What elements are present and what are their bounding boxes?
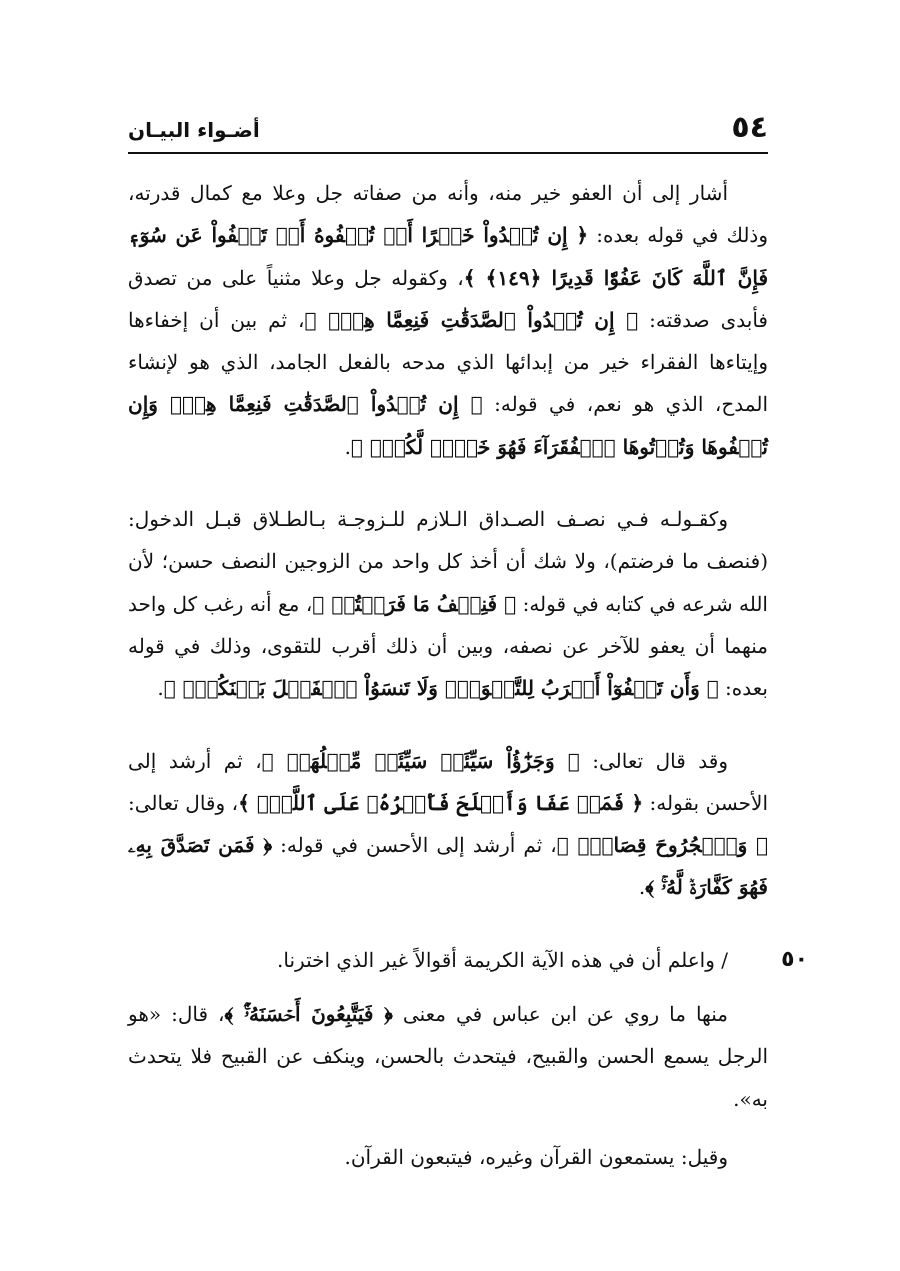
text-segment: .	[344, 434, 351, 459]
paragraph-2	[128, 498, 768, 709]
text-segment: / واعلم أن في هذه الآية الكريمة أقوالاً غير الذي اخترنا.	[277, 947, 728, 972]
main-text	[128, 172, 808, 1178]
header-rule	[128, 152, 768, 154]
text-segment: ، قال: «هو الرجل يسمع الحسن والقبيح، فيتحدث بالحسن، وينكف عن القبيح فلا يتحدث به».	[128, 1002, 768, 1111]
paragraph-5	[128, 993, 768, 1120]
quran-verse: ﴿ إِن تُبۡدُواْ خَيۡرًا أَوۡ تُخۡفُوهُ أَوۡ تَعۡفُواْ عَن سُوٓءٖ فَإِنَّ ٱللَّهَ كَانَ عَفُوّٗا قَدِيرًا ﴿١٤٩﴾ ﴾	[128, 223, 768, 290]
text-segment: ، ثم بين أن إخفاءها وإيتاءها الفقراء خير من إبدائها الذي مدحه بالفعل الجامد، الذي هو لإنشاء المدح، الذي هو نعم، في قوله:	[128, 307, 768, 417]
quran-verse: ﴿ وَٱلۡجُرُوحَ قِصَاصٞۚ ﴾	[556, 833, 768, 858]
text-segment: ، مع أنه رغب كل واحد منهما أن يعفو للآخر عن نصفه، وبين أن ذلك أقرب للتقوى، وذلك في قوله بعده:	[128, 591, 768, 701]
text-segment: ، ثم أرشد إلى الأحسن في قوله:	[272, 833, 557, 858]
quran-verse: ﴿ إِن تُبۡدُواْ ٱلصَّدَقَٰتِ فَنِعِمَّا هِيَۖ ﴾	[304, 307, 639, 332]
text-segment: ، ثم أرشد إلى الأحسن بقوله:	[128, 748, 769, 815]
text-segment: ، وقال تعالى:	[128, 790, 239, 815]
running-title: أضـواء البيـان	[128, 118, 260, 142]
quran-verse: ﴿ وَأَن تَعۡفُوٓاْ أَقۡرَبُ لِلتَّقۡوَىٰۚ وَلَا تَنسَوُاْ ٱلۡفَضۡلَ بَيۡنَكُمۡۚ ﴾	[163, 676, 719, 701]
paragraph-6	[128, 1136, 768, 1178]
quran-verse: ﴿ فَمَنۡ عَفَا وَأَصۡلَحَ فَأَجۡرُهُۥ عَلَى ٱللَّهِۚ ﴾	[238, 790, 644, 815]
paragraph-1	[128, 172, 768, 468]
margin-row	[128, 939, 808, 981]
text-segment: ، وكقوله جل وعلا مثنياً على من تصدق فأبدى صدقته:	[128, 265, 768, 332]
text-segment: منها ما روي عن ابن عباس في معنى	[392, 1002, 729, 1027]
quran-verse: ﴿ فَنِصۡفُ مَا فَرَضۡتُمۡ ﴾	[312, 591, 517, 616]
quran-verse: ﴿ وَجَزَٰٓؤُاْ سَيِّئَةٖ سَيِّئَةٞ مِّثۡلُهَاۖ ﴾	[261, 748, 580, 773]
text-segment: أشار إلى أن العفو خير منه، وأنه من صفاته جل وعلا مع كمال قدرته، وذلك في قوله بعده:	[128, 181, 768, 248]
paragraph-4	[128, 939, 768, 981]
page-number: ٥٤	[731, 110, 768, 145]
margin-page-marker: ٥٠	[781, 946, 808, 972]
page-header	[128, 108, 768, 152]
quran-verse: ﴿ إِن تُبۡدُواْ ٱلصَّدَقَٰتِ فَنِعِمَّا هِيَۖ وَإِن تُخۡفُوهَا وَتُؤۡتُوهَا ٱلۡفُقَرَآءَ فَهُوَ خَيۡرٞ لَّكُمۡۚ ﴾	[128, 392, 768, 459]
text-segment: .	[638, 875, 646, 900]
text-segment: وقيل: يستمعون القرآن وغيره، فيتبعون القرآن.	[344, 1144, 728, 1169]
text-segment: وكقـولـه فـي نصـف الصـداق الـلازم للـزوجـة بـالطـلاق قبـل الدخول: (فنصف ما فرضتم)، ولا شك أن أخذ كل واحد من الزوجين النصف حسن؛ لأن الله شرعه في كتابه في قوله:	[128, 507, 768, 616]
text-segment: وقد قال تعالى:	[579, 748, 728, 773]
paragraph-3	[128, 740, 768, 909]
quran-verse: ﴿ فَيَتَّبِعُونَ أَحۡسَنَهُۥٓۚ ﴾	[224, 1002, 393, 1027]
text-segment: .	[157, 676, 164, 701]
quran-verse: ﴿ فَمَن تَصَدَّقَ بِهِۦ فَهُوَ كَفَّارَةٞ لَّهُۥۚ ﴾	[128, 833, 768, 900]
